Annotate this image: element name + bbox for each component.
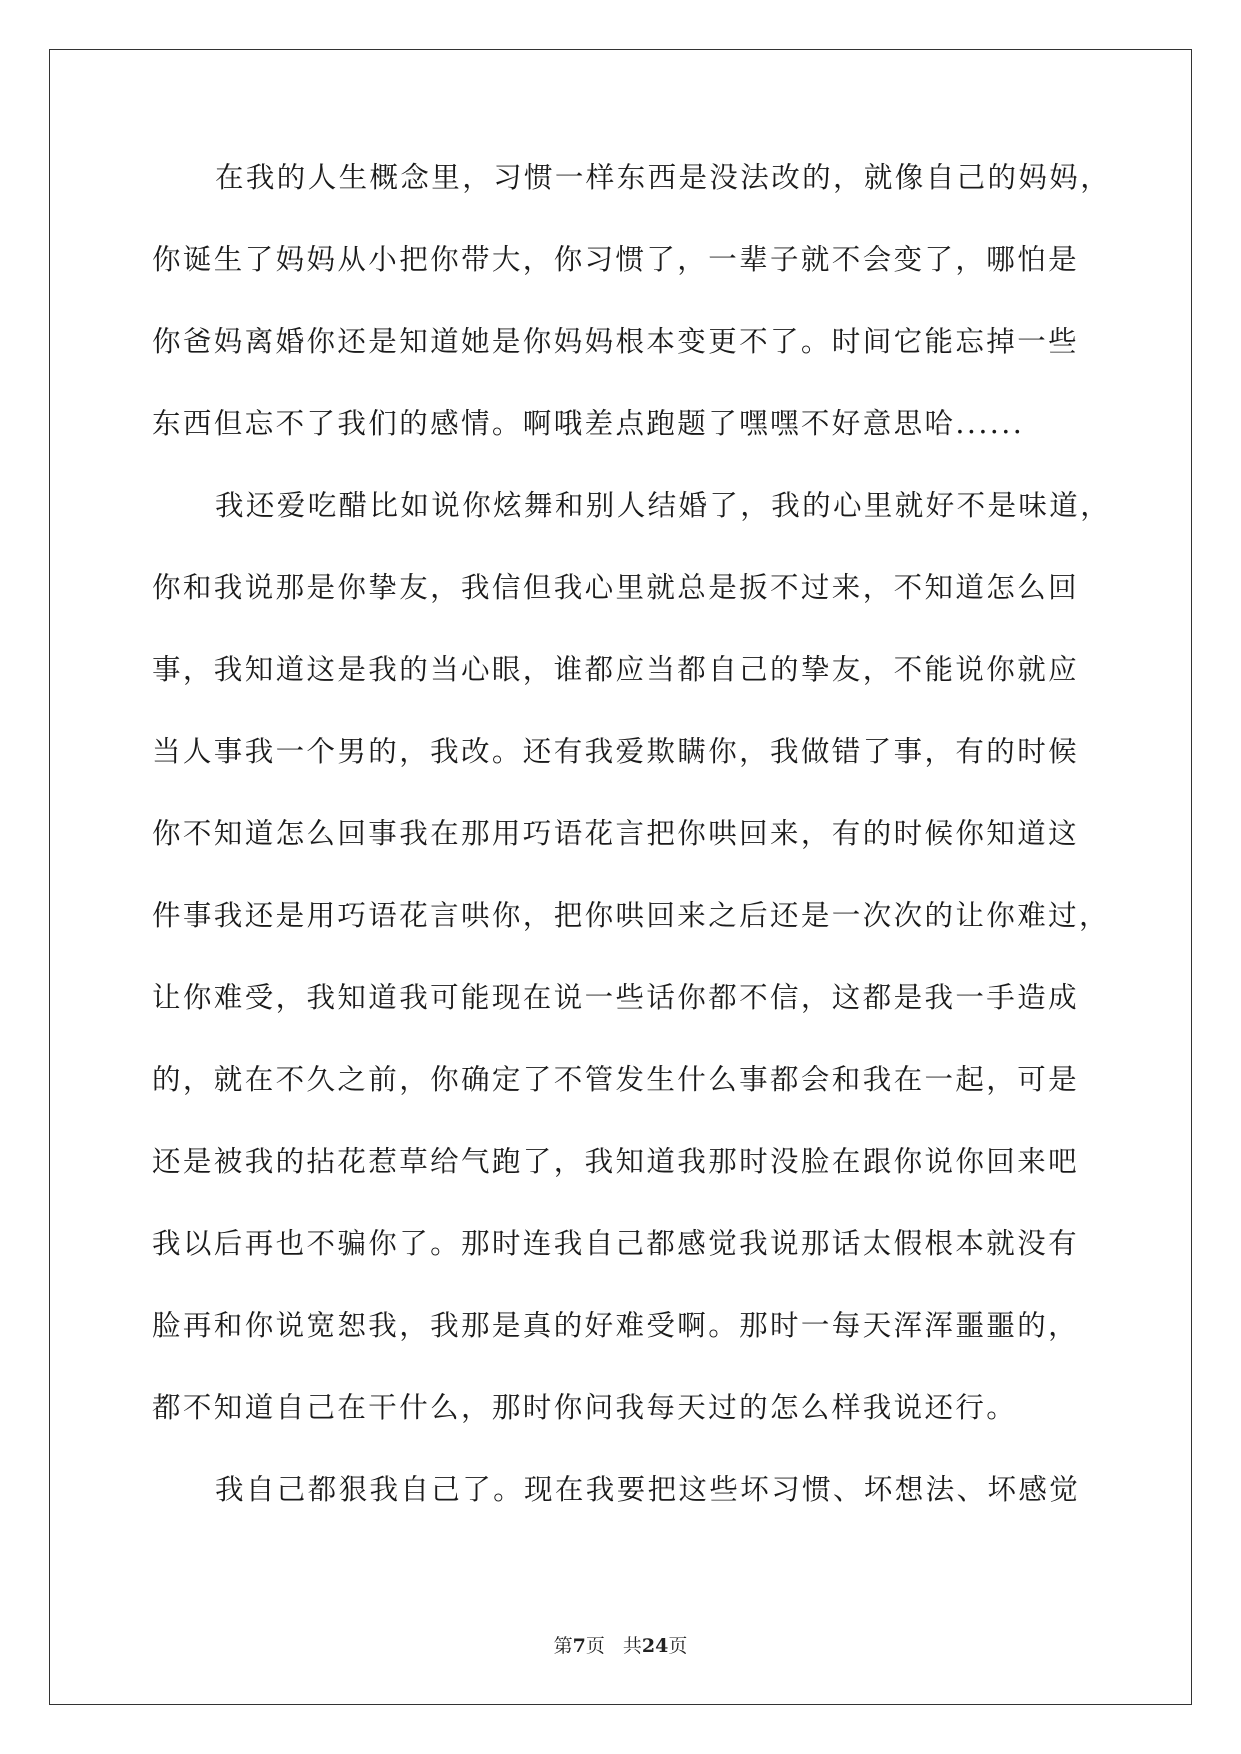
paragraph-line: 在我的人生概念里，习惯一样东西是没法改的，就像自己的妈妈， — [215, 161, 1112, 194]
paragraph-line: 事，我知道这是我的当心眼，谁都应当都自己的挚友，不能说你就应 — [152, 653, 1080, 686]
paragraph-line: 件事我还是用巧语花言哄你，把你哄回来之后还是一次次的让你难过， — [152, 899, 1110, 932]
paragraph-line: 你不知道怎么回事我在那用巧语花言把你哄回来，有的时候你知道这 — [152, 817, 1080, 850]
paragraph-line: 我还爱吃醋比如说你炫舞和别人结婚了，我的心里就好不是味道， — [215, 489, 1112, 522]
footer-total-suffix: 页 — [668, 1635, 688, 1657]
paragraph-line: 让你难受，我知道我可能现在说一些话你都不信，这都是我一手造成 — [152, 981, 1080, 1014]
footer-page-prefix: 第 — [553, 1635, 573, 1657]
paragraph-line: 脸再和你说宽恕我，我那是真的好难受啊。那时一每天浑浑噩噩的， — [152, 1309, 1080, 1342]
document-body — [152, 160, 1112, 1554]
footer-total-pages: 24 — [641, 1635, 669, 1657]
paragraph-line: 我自己都狠我自己了。现在我要把这些坏习惯、坏想法、坏感觉 — [215, 1473, 1081, 1506]
paragraph-line: 都不知道自己在干什么，那时你问我每天过的怎么样我说还行。 — [152, 1391, 1018, 1424]
paragraph-line: 你诞生了妈妈从小把你带大，你习惯了，一辈子就不会变了，哪怕是 — [152, 243, 1080, 276]
paragraph-line: 还是被我的拈花惹草给气跑了，我知道我那时没脸在跟你说你回来吧 — [152, 1145, 1080, 1178]
paragraph-line: 你和我说那是你挚友，我信但我心里就总是扳不过来，不知道怎么回 — [152, 571, 1080, 604]
paragraph-line: 当人事我一个男的，我改。还有我爱欺瞒你，我做错了事，有的时候 — [152, 735, 1080, 768]
page-footer — [0, 1634, 1241, 1658]
paragraph-line: 我以后再也不骗你了。那时连我自己都感觉我说那话太假根本就没有 — [152, 1227, 1080, 1260]
paragraph-line: 东西但忘不了我们的感情。啊哦差点跑题了嘿嘿不好意思哈...... — [152, 407, 1025, 440]
paragraph-line: 你爸妈离婚你还是知道她是你妈妈根本变更不了。时间它能忘掉一些 — [152, 325, 1080, 358]
footer-total-prefix: 共 — [622, 1635, 642, 1657]
footer-page-number: 7 — [572, 1635, 586, 1657]
footer-page-suffix: 页 — [585, 1635, 605, 1657]
paragraph-line: 的，就在不久之前，你确定了不管发生什么事都会和我在一起，可是 — [152, 1063, 1080, 1096]
